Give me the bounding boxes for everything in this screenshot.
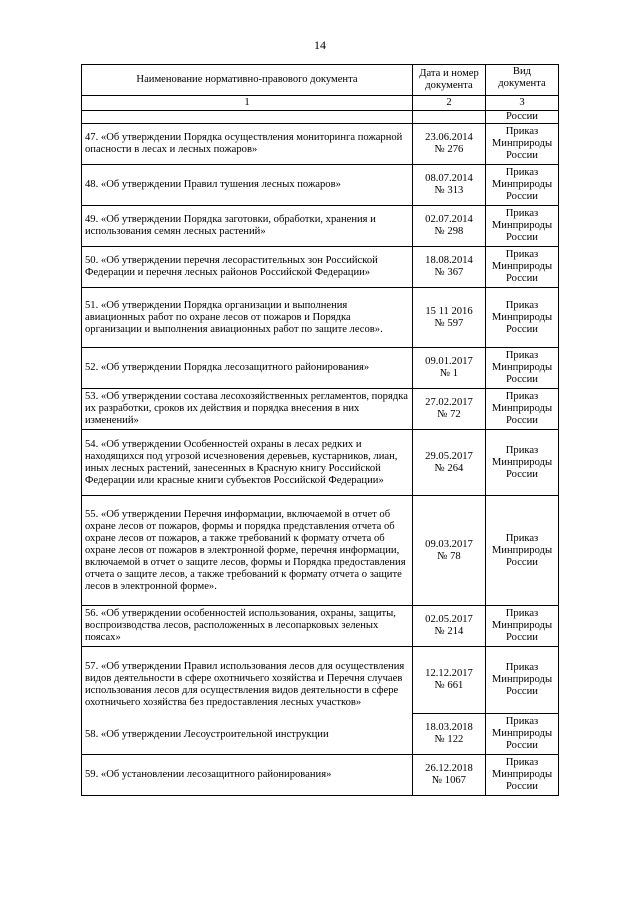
document-date: 02.07.2014 bbox=[425, 214, 473, 225]
document-number: № 78 bbox=[437, 550, 461, 562]
document-type: Приказ Минприроды России bbox=[486, 165, 559, 206]
header-type: Вид документа bbox=[486, 65, 559, 96]
document-name: 50. «Об утверждении перечня лесорастительных зон Российской Федерации и перечня лесных районов Российской Федерации» bbox=[82, 247, 413, 288]
table-row bbox=[82, 206, 559, 247]
document-type: Приказ Минприроды России bbox=[486, 206, 559, 247]
table-row bbox=[82, 247, 559, 288]
document-number: № 661 bbox=[434, 680, 464, 691]
document-number: № 264 bbox=[434, 462, 464, 474]
document-type: Приказ Минприроды России bbox=[486, 496, 559, 606]
table-row bbox=[82, 348, 559, 389]
document-date: 08.07.2014 bbox=[425, 173, 473, 184]
column-number-row bbox=[82, 96, 559, 111]
column-number: 1 bbox=[82, 96, 413, 111]
table-row bbox=[82, 606, 559, 647]
document-name: 52. «Об утверждении Порядка лесозащитного районирования» bbox=[82, 348, 413, 389]
document-name: 56. «Об утверждении особенностей использования, охраны, защиты, воспроизводства лесов, расположенных в лесопарковых зеленых поясах» bbox=[82, 606, 413, 647]
document-date: 12.12.2017 bbox=[425, 668, 473, 679]
document-number: № 1067 bbox=[432, 775, 466, 786]
document-name: 54. «Об утверждении Особенностей охраны в лесах редких и находящихся под угрозой исчезновения деревьев, кустарников, лиан, иных лесных растений, занесенных в Красную книгу Российской Федерации или красные книги субъектов Российской Федерации» bbox=[82, 430, 413, 496]
document-date: 02.05.2017 bbox=[425, 614, 473, 625]
document-date: 23.06.2014 bbox=[425, 132, 473, 143]
table-row bbox=[82, 430, 559, 496]
document-number: № 1 bbox=[439, 368, 459, 379]
document-number: № 298 bbox=[434, 226, 464, 237]
page-number: 14 bbox=[314, 38, 326, 52]
document-date: 26.12.2018 bbox=[425, 763, 473, 774]
column-number: 2 bbox=[413, 96, 486, 111]
document-type: Приказ Минприроды России bbox=[486, 647, 559, 714]
document-name: 49. «Об утверждении Порядка заготовки, обработки, хранения и использования семян лесных растений» bbox=[82, 206, 413, 247]
document-type: Приказ Минприроды России bbox=[486, 288, 559, 348]
table-row bbox=[82, 288, 559, 348]
document-name: 55. «Об утверждении Перечня информации, включаемой в отчет об охране лесов от пожаров, формы и порядка представления отчета об охране лесов от пожаров, а также требований к формату отчета об охране лесов от пожаров в электронной форме, перечня информации, включаемой в отчет о защите лесов, формы и Порядка предоставления отчета о защите лесов, а также требований к формату отчета о защите лесов в электронной форме». bbox=[82, 496, 413, 606]
document-date: 15 11 2016 bbox=[425, 305, 473, 317]
document-number: № 72 bbox=[437, 409, 461, 420]
column-number: 3 bbox=[486, 96, 559, 111]
regulations-table bbox=[81, 64, 559, 796]
document-number: № 367 bbox=[434, 267, 464, 278]
document-date: 09.01.2017 bbox=[425, 356, 473, 367]
document-number: № 313 bbox=[434, 185, 464, 196]
document-type: Приказ Минприроды России bbox=[486, 606, 559, 647]
table-row bbox=[82, 165, 559, 206]
table-row bbox=[82, 124, 559, 165]
table-row bbox=[82, 389, 559, 430]
continuation-row bbox=[82, 111, 559, 124]
header-date: Дата и номер документа bbox=[413, 65, 486, 96]
document-type: Приказ Минприроды России bbox=[486, 247, 559, 288]
document-name: 59. «Об установлении лесозащитного районирования» bbox=[82, 755, 413, 796]
table-row bbox=[82, 496, 559, 606]
document-date: 27.02.2017 bbox=[425, 397, 473, 408]
document-name: 47. «Об утверждении Порядка осуществления мониторинга пожарной опасности в лесах и лесных пожаров» bbox=[82, 124, 413, 165]
header-name: Наименование нормативно-правового документа bbox=[82, 65, 413, 96]
continuation-type: России bbox=[486, 111, 559, 124]
document-number: № 122 bbox=[434, 734, 464, 745]
document-type: Приказ Минприроды России bbox=[486, 714, 559, 755]
document-name: 53. «Об утверждении состава лесохозяйственных регламентов, порядка их разработки, сроков их действия и порядка внесения в них изменений» bbox=[82, 389, 413, 430]
document-name: 48. «Об утверждении Правил тушения лесных пожаров» bbox=[82, 165, 413, 206]
document-date: 09.03.2017 bbox=[425, 538, 473, 550]
document-type: Приказ Минприроды России bbox=[486, 124, 559, 165]
document-type: Приказ Минприроды России bbox=[486, 348, 559, 389]
document-number: № 214 bbox=[434, 626, 464, 637]
merged-name-cell bbox=[82, 647, 413, 755]
table-row bbox=[82, 755, 559, 796]
document-type: Приказ Минприроды России bbox=[486, 430, 559, 496]
document-date: 29.05.2017 bbox=[425, 450, 473, 462]
document-date: 18.08.2014 bbox=[425, 255, 473, 266]
document-number: № 276 bbox=[434, 144, 464, 155]
document-date: 18.03.2018 bbox=[425, 722, 473, 733]
document-name: 51. «Об утверждении Порядка организации и выполнения авиационных работ по охране лесов от пожаров и Порядка организации и выполнения авиационных работ по защите лесов». bbox=[82, 288, 413, 348]
document-type: Приказ Минприроды России bbox=[486, 389, 559, 430]
table-header-row bbox=[82, 65, 559, 96]
document-name: 57. «Об утверждении Правил использования лесов для осуществления видов деятельности в сфере охотничьего хозяйства и Перечня случаев использования лесов для осуществления видов деятельности в сфере охотничьего хозяйства без предоставления лесных участков» bbox=[85, 660, 405, 708]
document-type: Приказ Минприроды России bbox=[486, 755, 559, 796]
document-name: 58. «Об утверждении Лесоустроительной инструкции bbox=[85, 728, 329, 740]
document-number: № 597 bbox=[434, 317, 464, 329]
table-row bbox=[82, 647, 559, 714]
